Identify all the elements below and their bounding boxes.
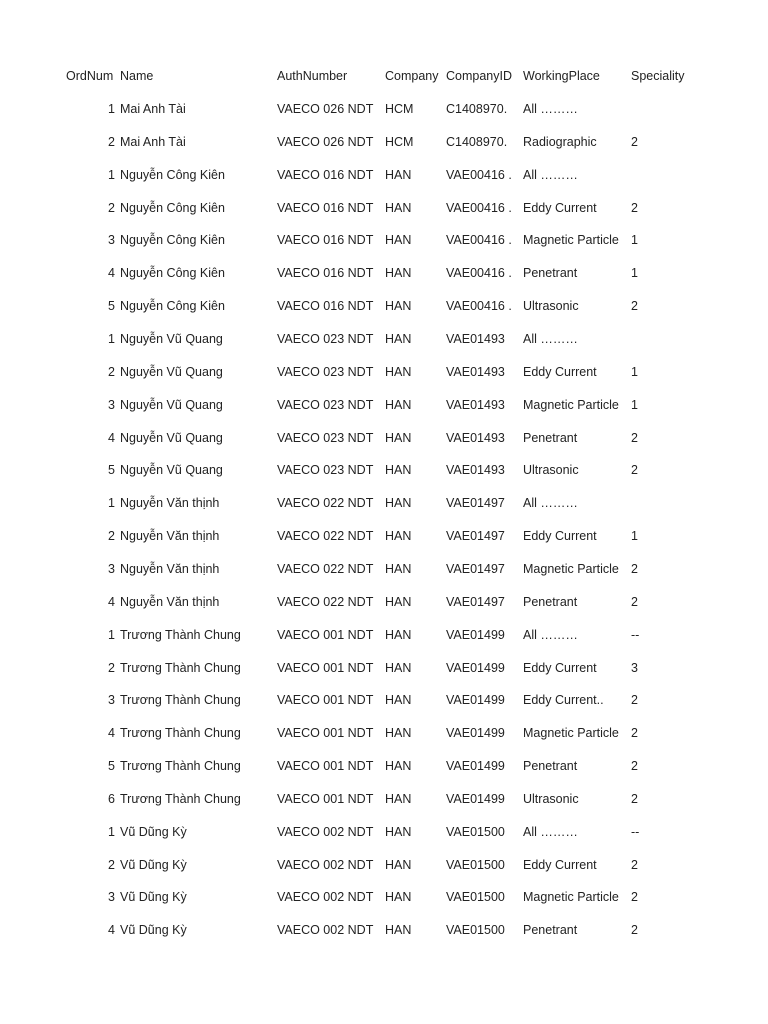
- cell-name: Nguyễn Công Kiên: [120, 200, 225, 215]
- table-row: [0, 263, 768, 283]
- cell-name: Nguyễn Vũ Quang: [120, 364, 223, 379]
- cell-speciality: 2: [631, 594, 638, 609]
- cell-company: HAN: [385, 266, 412, 281]
- cell-authnumber: VAECO 016 NDT: [277, 233, 374, 248]
- cell-name: Nguyễn Văn thịnh: [120, 496, 220, 511]
- cell-authnumber: VAECO 001 NDT: [277, 759, 374, 773]
- cell-speciality: 1: [631, 233, 638, 248]
- header-speciality: Speciality: [631, 69, 685, 83]
- cell-ordnum: 2: [108, 134, 115, 149]
- cell-company: HAN: [385, 299, 412, 314]
- table-row: [0, 690, 768, 710]
- cell-companyid: VAE01497: [446, 561, 505, 576]
- cell-companyid: VAE01497: [446, 594, 505, 609]
- cell-company: HAN: [385, 660, 412, 675]
- table-row: [0, 920, 768, 940]
- cell-ordnum: 3: [108, 561, 115, 576]
- cell-authnumber: VAECO 016 NDT: [277, 299, 374, 314]
- cell-authnumber: VAECO 023 NDT: [277, 430, 374, 445]
- cell-companyid: C1408970.: [446, 102, 508, 116]
- cell-companyid: VAE01499: [446, 660, 505, 675]
- cell-companyid: VAE01493: [446, 364, 505, 379]
- table-row: [0, 362, 768, 382]
- cell-companyid: C1408970.: [446, 134, 508, 149]
- cell-company: HAN: [385, 890, 412, 905]
- cell-companyid: VAE01499: [446, 759, 505, 773]
- cell-speciality: 2: [631, 430, 638, 445]
- cell-company: HAN: [385, 693, 412, 708]
- cell-company: HAN: [385, 627, 412, 642]
- cell-ordnum: 2: [108, 529, 115, 543]
- cell-speciality: 2: [631, 693, 638, 708]
- cell-company: HAN: [385, 857, 412, 872]
- table-header: [0, 66, 768, 86]
- cell-speciality: 1: [631, 529, 638, 543]
- table-row: [0, 198, 768, 218]
- cell-ordnum: 6: [108, 791, 115, 806]
- cell-company: HAN: [385, 364, 412, 379]
- cell-authnumber: VAECO 026 NDT: [277, 102, 374, 116]
- cell-ordnum: 3: [108, 693, 115, 708]
- cell-authnumber: VAECO 022 NDT: [277, 594, 374, 609]
- cell-workingplace: Eddy Current..: [523, 693, 604, 708]
- cell-ordnum: 2: [108, 200, 115, 215]
- cell-authnumber: VAECO 016 NDT: [277, 167, 374, 182]
- cell-authnumber: VAECO 022 NDT: [277, 529, 374, 543]
- cell-authnumber: VAECO 002 NDT: [277, 890, 374, 905]
- table-row: [0, 230, 768, 250]
- table-row: [0, 132, 768, 152]
- cell-workingplace: Penetrant: [523, 430, 578, 445]
- table-row: [0, 165, 768, 185]
- cell-workingplace: Eddy Current: [523, 200, 597, 215]
- table-row: [0, 329, 768, 349]
- cell-companyid: VAE00416 .: [446, 167, 512, 182]
- cell-authnumber: VAECO 016 NDT: [277, 266, 374, 281]
- table-row: [0, 493, 768, 513]
- cell-speciality: 2: [631, 726, 638, 741]
- cell-ordnum: 1: [108, 496, 115, 511]
- cell-company: HAN: [385, 791, 412, 806]
- cell-company: HAN: [385, 233, 412, 248]
- cell-company: HAN: [385, 200, 412, 215]
- cell-authnumber: VAECO 001 NDT: [277, 693, 374, 708]
- cell-name: Nguyễn Vũ Quang: [120, 397, 223, 412]
- table-row: [0, 625, 768, 645]
- cell-companyid: VAE01500: [446, 923, 505, 938]
- cell-name: Trương Thành Chung: [120, 627, 241, 642]
- cell-company: HAN: [385, 397, 412, 412]
- cell-workingplace: Radiographic: [523, 134, 597, 149]
- cell-ordnum: 5: [108, 463, 115, 478]
- cell-speciality: 2: [631, 561, 638, 576]
- cell-name: Vũ Dũng Kỳ: [120, 923, 187, 938]
- cell-company: HCM: [385, 134, 414, 149]
- cell-company: HAN: [385, 430, 412, 445]
- cell-company: HCM: [385, 102, 414, 116]
- cell-workingplace: Eddy Current: [523, 857, 597, 872]
- cell-ordnum: 3: [108, 233, 115, 248]
- cell-name: Trương Thành Chung: [120, 660, 241, 675]
- cell-speciality: 2: [631, 299, 638, 314]
- cell-workingplace: Eddy Current: [523, 660, 597, 675]
- cell-authnumber: VAECO 023 NDT: [277, 463, 374, 478]
- header-name: Name: [120, 69, 154, 83]
- cell-speciality: 2: [631, 134, 638, 149]
- cell-authnumber: VAECO 002 NDT: [277, 923, 374, 938]
- cell-ordnum: 2: [108, 660, 115, 675]
- cell-workingplace: All ………: [523, 496, 578, 511]
- cell-speciality: 2: [631, 200, 638, 215]
- cell-company: HAN: [385, 561, 412, 576]
- cell-workingplace: All ………: [523, 102, 578, 116]
- cell-name: Mai Anh Tài: [120, 102, 186, 116]
- table-row: [0, 99, 768, 119]
- header-workingplace: WorkingPlace: [523, 69, 600, 83]
- cell-authnumber: VAECO 002 NDT: [277, 857, 374, 872]
- cell-workingplace: Penetrant: [523, 266, 578, 281]
- cell-companyid: VAE01499: [446, 627, 505, 642]
- cell-companyid: VAE00416 .: [446, 233, 512, 248]
- cell-companyid: VAE00416 .: [446, 266, 512, 281]
- cell-name: Trương Thành Chung: [120, 759, 241, 773]
- cell-company: HAN: [385, 923, 412, 938]
- cell-speciality: 2: [631, 791, 638, 806]
- cell-workingplace: Penetrant: [523, 923, 578, 938]
- table-row: [0, 559, 768, 579]
- cell-companyid: VAE01500: [446, 890, 505, 905]
- table-row: [0, 460, 768, 480]
- cell-ordnum: 4: [108, 266, 115, 281]
- cell-workingplace: Penetrant: [523, 594, 578, 609]
- header-company: Company: [385, 69, 439, 83]
- cell-name: Nguyễn Vũ Quang: [120, 463, 223, 478]
- table-row: [0, 395, 768, 415]
- cell-workingplace: All ………: [523, 627, 578, 642]
- cell-ordnum: 2: [108, 364, 115, 379]
- cell-company: HAN: [385, 463, 412, 478]
- cell-companyid: VAE01493: [446, 430, 505, 445]
- cell-name: Vũ Dũng Kỳ: [120, 857, 187, 872]
- cell-name: Vũ Dũng Kỳ: [120, 824, 187, 839]
- cell-ordnum: 4: [108, 430, 115, 445]
- cell-workingplace: Magnetic Particle: [523, 561, 619, 576]
- cell-workingplace: Magnetic Particle: [523, 233, 619, 248]
- table-row: [0, 822, 768, 842]
- cell-authnumber: VAECO 001 NDT: [277, 627, 374, 642]
- cell-authnumber: VAECO 026 NDT: [277, 134, 374, 149]
- table-row: [0, 887, 768, 907]
- cell-authnumber: VAECO 016 NDT: [277, 200, 374, 215]
- cell-ordnum: 1: [108, 332, 115, 346]
- table-row: [0, 592, 768, 612]
- cell-companyid: VAE01493: [446, 397, 505, 412]
- cell-speciality: 1: [631, 266, 638, 281]
- cell-workingplace: Magnetic Particle: [523, 890, 619, 905]
- cell-authnumber: VAECO 002 NDT: [277, 824, 374, 839]
- table-row: [0, 428, 768, 448]
- cell-company: HAN: [385, 759, 412, 773]
- cell-ordnum: 1: [108, 627, 115, 642]
- cell-name: Nguyễn Văn thịnh: [120, 561, 220, 576]
- cell-companyid: VAE01499: [446, 693, 505, 708]
- cell-ordnum: 5: [108, 299, 115, 314]
- cell-company: HAN: [385, 726, 412, 741]
- cell-authnumber: VAECO 001 NDT: [277, 660, 374, 675]
- cell-companyid: VAE01499: [446, 726, 505, 741]
- cell-authnumber: VAECO 022 NDT: [277, 561, 374, 576]
- cell-workingplace: Ultrasonic: [523, 299, 579, 314]
- table-row: [0, 723, 768, 743]
- cell-workingplace: Eddy Current: [523, 529, 597, 543]
- cell-speciality: 3: [631, 660, 638, 675]
- cell-name: Trương Thành Chung: [120, 791, 241, 806]
- table-row: [0, 296, 768, 316]
- cell-workingplace: Magnetic Particle: [523, 397, 619, 412]
- cell-workingplace: All ………: [523, 332, 578, 346]
- cell-speciality: 1: [631, 397, 638, 412]
- table-row: [0, 855, 768, 875]
- cell-companyid: VAE01500: [446, 857, 505, 872]
- cell-speciality: 2: [631, 463, 638, 478]
- cell-company: HAN: [385, 529, 412, 543]
- cell-company: HAN: [385, 824, 412, 839]
- cell-ordnum: 3: [108, 397, 115, 412]
- table-row: [0, 658, 768, 678]
- cell-ordnum: 5: [108, 759, 115, 773]
- cell-companyid: VAE01497: [446, 529, 505, 543]
- table-row: [0, 756, 768, 776]
- cell-authnumber: VAECO 001 NDT: [277, 791, 374, 806]
- cell-workingplace: Ultrasonic: [523, 791, 579, 806]
- cell-name: Nguyễn Công Kiên: [120, 233, 225, 248]
- cell-name: Nguyễn Công Kiên: [120, 299, 225, 314]
- cell-authnumber: VAECO 023 NDT: [277, 332, 374, 346]
- cell-ordnum: 1: [108, 824, 115, 839]
- cell-companyid: VAE01493: [446, 332, 505, 346]
- cell-companyid: VAE01497: [446, 496, 505, 511]
- cell-ordnum: 4: [108, 594, 115, 609]
- cell-name: Trương Thành Chung: [120, 693, 241, 708]
- cell-name: Nguyễn Vũ Quang: [120, 332, 223, 346]
- cell-speciality: 2: [631, 923, 638, 938]
- cell-companyid: VAE00416 .: [446, 299, 512, 314]
- cell-companyid: VAE01493: [446, 463, 505, 478]
- cell-speciality: --: [631, 824, 640, 839]
- cell-authnumber: VAECO 023 NDT: [277, 397, 374, 412]
- cell-workingplace: Ultrasonic: [523, 463, 579, 478]
- cell-speciality: 2: [631, 857, 638, 872]
- cell-companyid: VAE01499: [446, 791, 505, 806]
- cell-name: Vũ Dũng Kỳ: [120, 890, 187, 905]
- cell-name: Trương Thành Chung: [120, 726, 241, 741]
- cell-companyid: VAE00416 .: [446, 200, 512, 215]
- cell-ordnum: 4: [108, 726, 115, 741]
- cell-name: Nguyễn Văn thịnh: [120, 594, 220, 609]
- table-row: [0, 526, 768, 546]
- cell-company: HAN: [385, 594, 412, 609]
- cell-ordnum: 1: [108, 167, 115, 182]
- cell-ordnum: 1: [108, 102, 115, 116]
- cell-workingplace: Magnetic Particle: [523, 726, 619, 741]
- cell-company: HAN: [385, 496, 412, 511]
- cell-name: Nguyễn Văn thịnh: [120, 529, 220, 543]
- cell-name: Mai Anh Tài: [120, 134, 186, 149]
- cell-workingplace: All ………: [523, 167, 578, 182]
- cell-workingplace: Eddy Current: [523, 364, 597, 379]
- cell-name: Nguyễn Công Kiên: [120, 266, 225, 281]
- cell-company: HAN: [385, 332, 412, 346]
- cell-companyid: VAE01500: [446, 824, 505, 839]
- header-ordnum: OrdNum: [66, 69, 114, 83]
- cell-ordnum: 3: [108, 890, 115, 905]
- cell-speciality: 1: [631, 364, 638, 379]
- cell-workingplace: Penetrant: [523, 759, 578, 773]
- cell-ordnum: 2: [108, 857, 115, 872]
- header-companyid: CompanyID: [446, 69, 512, 83]
- cell-name: Nguyễn Công Kiên: [120, 167, 225, 182]
- cell-speciality: --: [631, 627, 640, 642]
- cell-workingplace: All ………: [523, 824, 578, 839]
- cell-speciality: 2: [631, 759, 638, 773]
- cell-speciality: 2: [631, 890, 638, 905]
- cell-name: Nguyễn Vũ Quang: [120, 430, 223, 445]
- cell-authnumber: VAECO 001 NDT: [277, 726, 374, 741]
- cell-ordnum: 4: [108, 923, 115, 938]
- cell-authnumber: VAECO 022 NDT: [277, 496, 374, 511]
- cell-authnumber: VAECO 023 NDT: [277, 364, 374, 379]
- cell-company: HAN: [385, 167, 412, 182]
- table-row: [0, 789, 768, 809]
- header-authnumber: AuthNumber: [277, 69, 348, 83]
